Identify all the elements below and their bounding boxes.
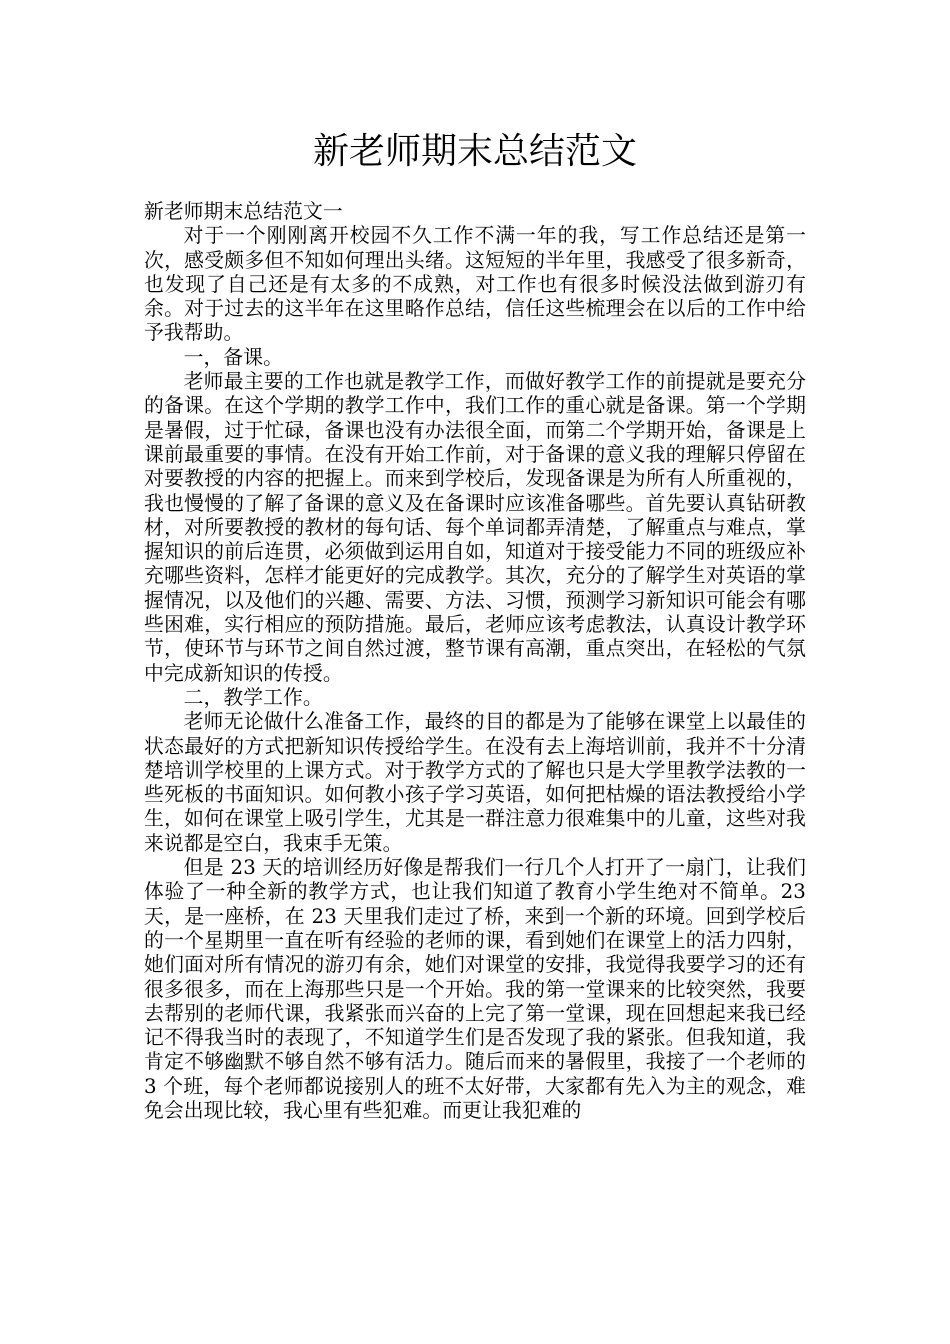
section-heading: 新老师期末总结范文一 [144, 200, 343, 223]
section-heading: 二，教学工作。 [183, 685, 323, 709]
document-body [144, 200, 806, 1123]
document-title: 新老师期末总结范文 [312, 131, 637, 172]
body-paragraph: 对于一个刚刚离开校园不久工作不满一年的我，写工作总结还是第一次，感受颇多但不知如何理出头绪。这短短的半年里，我感受了很多新奇，也发现了自己还是有太多的不成熟，对工作也有很多时候没法做到游刃有余。对于过去的这半年在这里略作总结，信任这些梳理会在以后的工作中给予我帮助。 [144, 224, 806, 345]
body-paragraph: 老师无论做什么准备工作，最终的目的都是为了能够在课堂上以最佳的状态最好的方式把新知识传授给学生。在没有去上海培训前，我并不十分清楚培训学校里的上课方式。对于教学方式的了解也只是大学里教学法教的一些死板的书面知识。如何教小孩子学习英语，如何把枯燥的语法教授给小学生，如何在课堂上吸引学生，尤其是一群注意力很难集中的儿童，这些对我来说都是空白，我束手无策。 [144, 710, 806, 855]
section-heading: 一，备课。 [183, 345, 284, 369]
body-paragraph: 但是 23 天的培训经历好像是帮我们一行几个人打开了一扇门，让我们体验了一种全新的教学方式，也让我们知道了教育小学生绝对不简单。23 天，是一座桥，在 23 天里我们走过了桥，来到一个新的环境。回到学校后的一个星期里一直在听有经验的老师的课，看到她们在课堂上的活力四射，她们面对所有情况的游刃有余，她们对课堂的安排，我觉得我要学习的还有很多很多，而在上海那些只是一个开始。我的第一堂课来的比较突然，我要去帮别的老师代课，我紧张而兴奋的上完了第一堂课，现在回想起来我已经记不得我当时的表现了，不知道学生们是否发现了我的紧张。但我知道，我肯定不够幽默不够自然不够有活力。随后而来的暑假里，我接了一个老师的 3 个班，每个老师都说接别人的班不太好带，大家都有先入为主的观念，难免会出现比较，我心里有些犯难。而更让我犯难的 [144, 856, 806, 1122]
body-paragraph: 老师最主要的工作也就是教学工作，而做好教学工作的前提就是要充分的备课。在这个学期的教学工作中，我们工作的重心就是备课。第一个学期是暑假，过于忙碌，备课也没有办法很全面，而第二个学期开始，备课是上课前最重要的事情。在没有开始工作前，对于备课的意义我的理解只停留在对要教授的内容的把握上。而来到学校后，发现备课是为所有人所重视的，我也慢慢的了解了备课的意义及在备课时应该准备哪些。首先要认真钻研教材，对所要教授的教材的每句话、每个单词都弄清楚，了解重点与难点，掌握知识的前后连贯，必须做到运用自如，知道对于接受能力不同的班级应补充哪些资料，怎样才能更好的完成教学。其次，充分的了解学生对英语的掌握情况，以及他们的兴趣、需要、方法、习惯，预测学习新知识可能会有哪些困难，实行相应的预防措施。最后，老师应该考虑教法，认真设计教学环节，使环节与环节之间自然过渡，整节课有高潮，重点突出，在轻松的气氛中完成新知识的传授。 [144, 370, 806, 685]
